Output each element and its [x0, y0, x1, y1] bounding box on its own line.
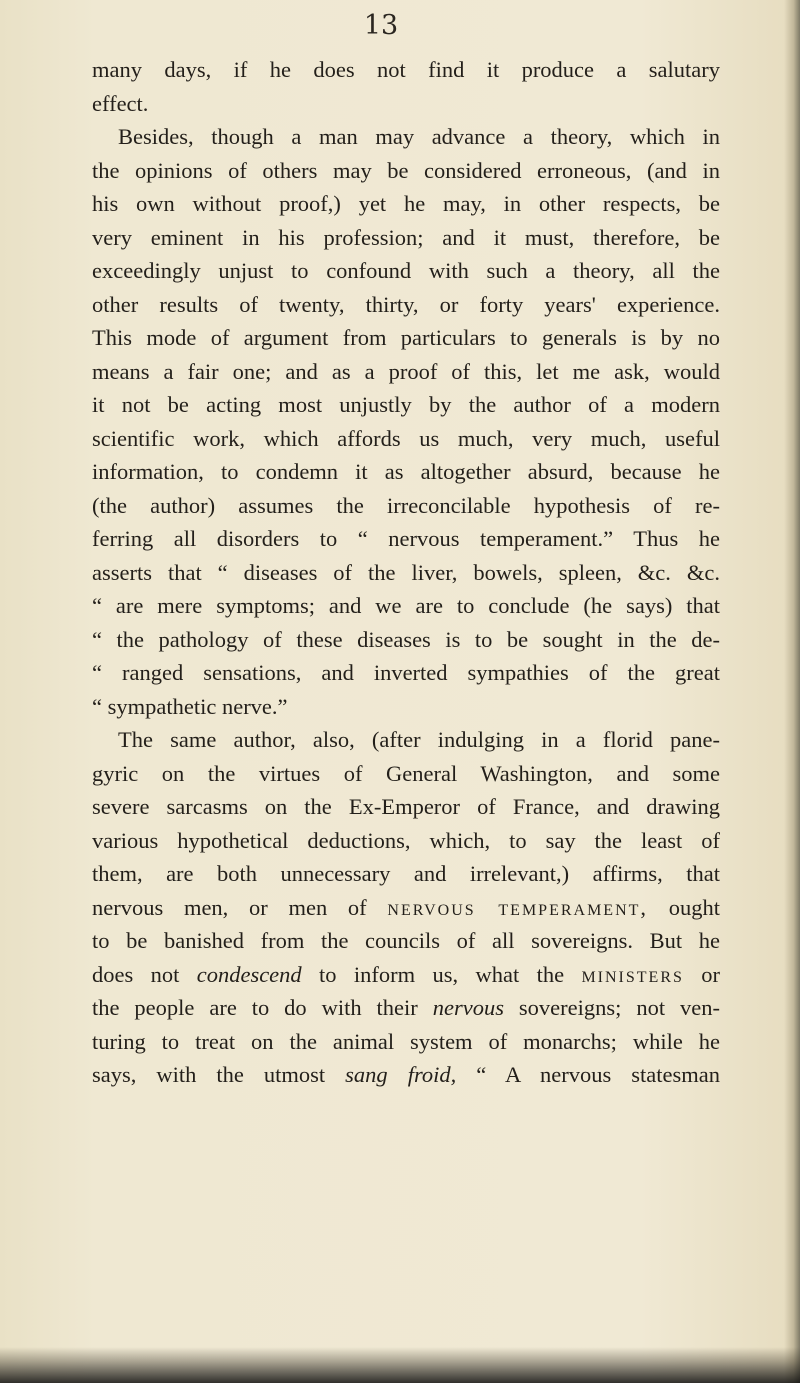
text-line: exceedingly unjust to confound with such a theory, all the — [92, 258, 720, 283]
text-line: The same author, also, (after indulging in a florid pane- — [118, 727, 720, 752]
text-line — [92, 1058, 720, 1092]
text-run: nervous men, or men of — [92, 894, 367, 920]
italic-run: condescend — [196, 961, 302, 987]
page-edge-shadow — [784, 0, 800, 1383]
text-run: the people are to do with their — [92, 995, 418, 1020]
text-line: other results of twenty, thirty, or forty years' experience. — [92, 291, 720, 317]
text-line: very eminent in his profession; and it must, therefore, be — [92, 224, 720, 250]
italic-run: nervous — [432, 995, 504, 1020]
page-bottom-shadow — [0, 1347, 800, 1383]
text-line: turing to treat on the animal system of monarchs; while he — [92, 1028, 720, 1054]
text-run: sovereigns; not ven- — [518, 995, 720, 1020]
text-line: scientific work, which affords us much, very much, useful — [92, 425, 720, 451]
text-line: “ ranged sensations, and inverted sympathies of the great — [92, 660, 720, 685]
text-line — [92, 958, 720, 992]
text-line: his own without proof,) yet he may, in other respects, be — [92, 191, 720, 216]
smallcaps-run: ministers — [581, 961, 684, 987]
text-line — [92, 891, 720, 925]
body-text — [92, 53, 720, 1092]
text-line: asserts that “ diseases of the liver, bowels, spleen, &c. &c. — [92, 559, 720, 585]
text-line — [92, 991, 720, 1025]
text-run: “ A nervous statesman — [476, 1062, 721, 1087]
text-line: the opinions of others may be considered erroneous, (and in — [92, 157, 720, 183]
text-line: ferring all disorders to “ nervous temperament.” Thus he — [92, 526, 720, 551]
text-line: many days, if he does not find it produce a salutary — [92, 57, 720, 82]
text-line: Besides, though a man may advance a theory, which in — [118, 124, 720, 149]
smallcaps-run: nervous temperament, — [387, 894, 649, 920]
text-line: “ sympathetic nerve.” — [92, 693, 288, 719]
text-run: to inform us, what the — [319, 961, 565, 987]
text-line: means a fair one; and as a proof of this, let me ask, would — [92, 358, 720, 384]
text-line: various hypothetical deductions, which, to say the least of — [92, 827, 720, 853]
text-line: “ the pathology of these diseases is to be sought in the de- — [92, 626, 720, 652]
text-line: (the author) assumes the irreconcilable hypothesis of re- — [92, 492, 720, 518]
text-run: or — [701, 961, 720, 987]
text-line: information, to condemn it as altogether absurd, because he — [92, 459, 720, 484]
italic-run: sang froid, — [345, 1062, 457, 1087]
text-line: “ are mere symptoms; and we are to conclude (he says) that — [92, 593, 720, 618]
text-line: effect. — [92, 90, 149, 116]
text-line: severe sarcasms on the Ex-Emperor of France, and drawing — [92, 794, 720, 819]
text-line: This mode of argument from particulars to generals is by no — [92, 325, 720, 350]
page-number: 13 — [363, 10, 399, 41]
text-run: ought — [668, 894, 721, 920]
text-run: does not — [92, 961, 180, 987]
text-line: gyric on the virtues of General Washington, and some — [92, 760, 720, 786]
text-run: says, with the utmost — [92, 1062, 326, 1087]
text-line: it not be acting most unjustly by the author of a modern — [92, 392, 720, 417]
text-line: them, are both unnecessary and irrelevant,) affirms, that — [92, 861, 720, 886]
text-line: to be banished from the councils of all sovereigns. But he — [92, 928, 720, 953]
